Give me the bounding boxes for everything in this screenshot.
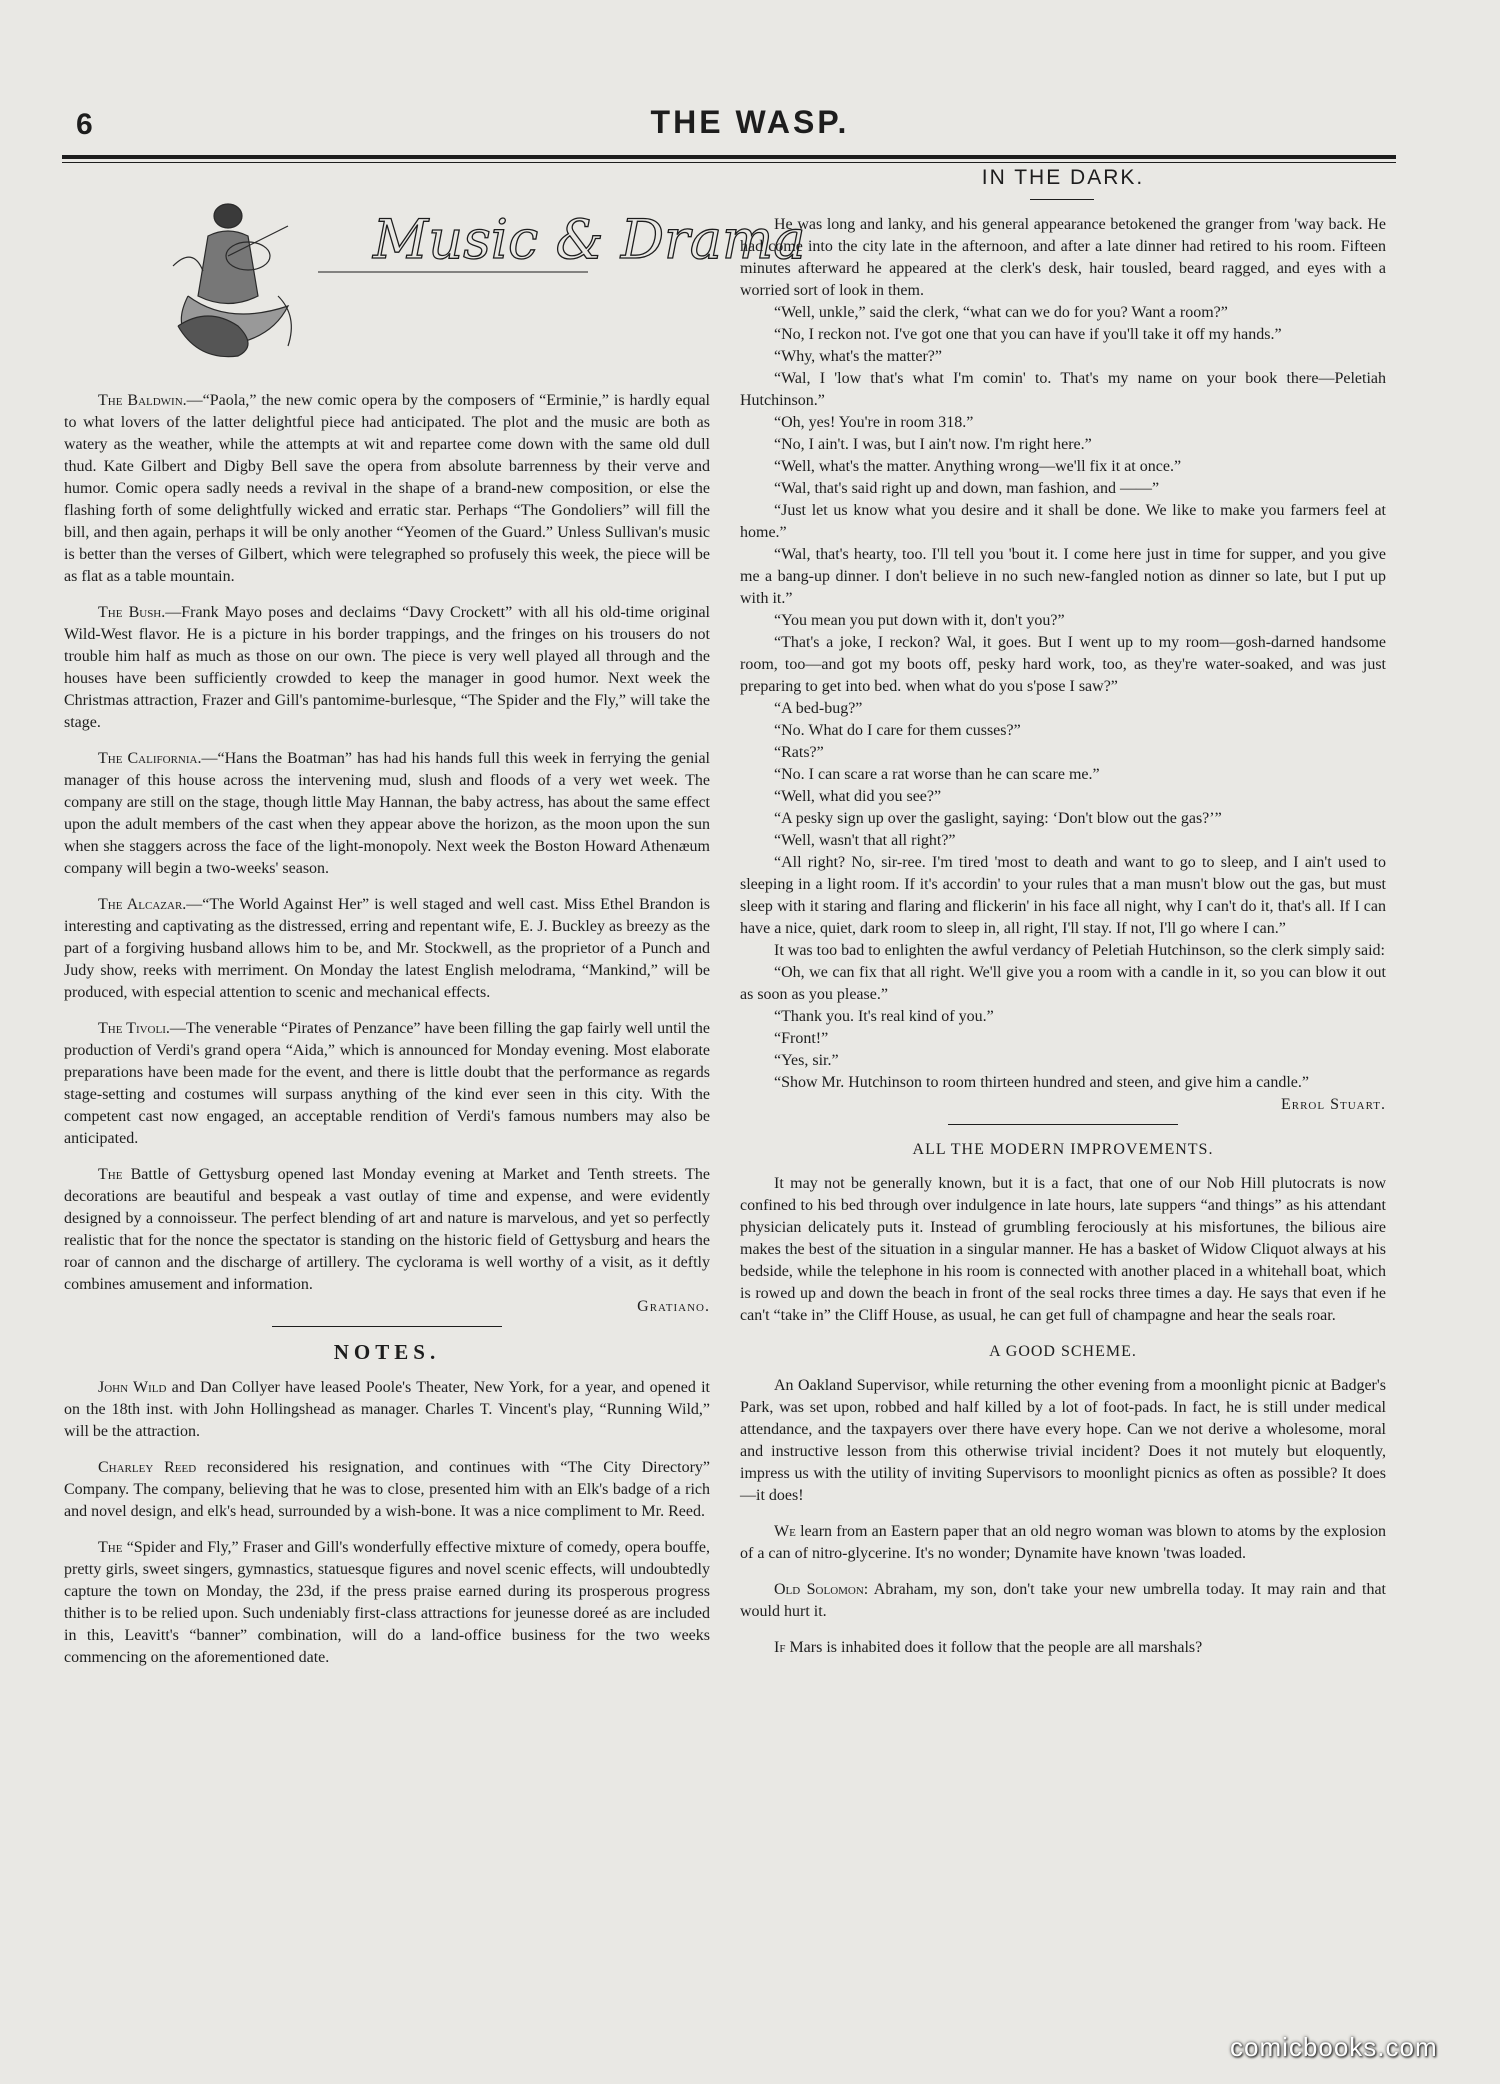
california-review: The California.—“Hans the Boatman” has had his hands full this week in ferrying the genial manager of this house across the intervening mud, slush and floods of a very wet week. The company are still on the stage, though little May Hannan, the baby actress, has about the same effect upon the adult members of the cast when they appear above the horizon, as the moon upon the sun when she staggers across the face of the light-monopoly. Next week the Boston Howard Athenæum company will begin a two-weeks' season. xyxy=(64,750,710,877)
good-scheme-text: An Oakland Supervisor, while returning the other evening from a moonlight picnic at Badger's Park, was set upon, robbed and half killed by a lot of foot-pads. In fact, he is still under medical attendance, and the taxpayers over there have every hope. Can we not derive a wholesome, moral and instructive lesson from this otherwise trivial incident? Does it not mutely but eloquently, impress us with the utility of inviting Supervisors to moonlight picnics as often as possible? It does—it does! xyxy=(740,1377,1386,1504)
story-paragraph: He was long and lanky, and his general appearance betokened the granger from 'way back. He had come into the city late in the afternoon, and after a late dinner had retired to his room. Fifteen minutes afterward he appeared at the clerk's desk, hair tousled, beard ragged, and eyes with a worried sort of look in them. xyxy=(740,216,1386,299)
story-paragraph: “Rats?” xyxy=(774,744,824,761)
story-paragraph: “No. What do I care for them cusses?” xyxy=(774,722,1021,739)
header-rule xyxy=(62,155,1396,159)
heading-rule xyxy=(1030,199,1094,200)
story-paragraph: “Wal, that's hearty, too. I'll tell you 'bout it. I come here just in time for supper, and you give me a bang-up dinner. I don't believe in no such new-fangled notion as dinner so late, but I put up with it.” xyxy=(740,546,1386,607)
solomon-item: Old Solomon: Abraham, my son, don't take your new umbrella today. It may rain and that would hurt it. xyxy=(740,1581,1387,1620)
story-paragraph: “Well, unkle,” said the clerk, “what can we do for you? Want a room?” xyxy=(774,304,1228,321)
gratiano-signature: Gratiano. xyxy=(637,1298,710,1315)
music-drama-banner-illustration xyxy=(168,176,806,366)
story-paragraph: “Just let us know what you desire and it shall be done. We like to make you farmers feel at home.” xyxy=(740,502,1386,541)
masthead-title: THE WASP. xyxy=(650,104,850,140)
good-scheme-heading: A GOOD SCHEME. xyxy=(989,1343,1137,1360)
in-the-dark-heading: IN THE DARK. xyxy=(981,166,1145,189)
story-paragraph: “Wal, that's said right up and down, man fashion, and ——” xyxy=(774,480,1160,497)
page-number: 6 xyxy=(76,108,93,141)
story-paragraph: “Front!” xyxy=(774,1030,829,1047)
alcazar-review: The Alcazar.—“The World Against Her” is well staged and well cast. Miss Ethel Brandon is interesting and captivating as the distressed, erring and repentant wife, E. J. Buckley as breezy as the part of a forgiving husband allows him to be, and Mr. Stockwell, as the proprietor of a Punch and Judy show, reeks with merriment. On Monday the latest English melodrama, “Mankind,” will be produced, with especial attention to scenic and mechanical effects. xyxy=(64,896,710,1001)
gettysburg-review: The Battle of Gettysburg opened last Monday evening at Market and Tenth streets. The decorations are beautiful and bespeak a vast outlay of time and expense, and were evidently designed by a connoisseur. The perfect blending of art and nature is marvelous, and yet so perfectly realistic that for the nonce the spectator is standing on the historic field of Gettysburg and hears the roar of cannon and the discharge of artillery. The cyclorama is well worthy of a visit, as it deftly combines amusement and information. xyxy=(64,1166,710,1293)
story-paragraph: “A pesky sign up over the gaslight, saying: ‘Don't blow out the gas?’” xyxy=(774,810,1222,827)
note-spider-and-fly: The “Spider and Fly,” Fraser and Gill's wonderfully effective mixture of comedy, opera bouffe, pretty girls, sweet singers, gymnastics, statuesque figures and novel scenic effects, will undoubtedly capture the town on Monday, the 23d, if the press praise earned during its prosperous progress thither is to be relied upon. Such undeniably first-class attractions for jeunesse doreé as are included in this, Leavitt's “banner” combination, will do a land-office business for the two weeks commencing on the aforementioned date. xyxy=(64,1539,710,1666)
divider xyxy=(272,1326,502,1327)
story-paragraph: “No, I reckon not. I've got one that you can have if you'll take it off my hands.” xyxy=(774,326,1282,343)
mars-item: If Mars is inhabited does it follow that the people are all marshals? xyxy=(774,1639,1203,1656)
notes-heading: NOTES. xyxy=(333,1340,441,1364)
right-column xyxy=(740,214,1386,1673)
story-paragraph: “No. I can scare a rat worse than he can scare me.” xyxy=(774,766,1100,783)
story-paragraph: It was too bad to enlighten the awful verdancy of Peletiah Hutchinson, so the clerk simply said: xyxy=(774,942,1385,959)
illustration-sketch-icon xyxy=(173,204,291,357)
story-paragraph: “All right? No, sir-ree. I'm tired 'most to death and want to go to sleep, and I ain't used to sleeping in a light room. If it's accordin' to your rules that a man musn't blow out the gas, but must sleep with it staring and flaring and flickerin' in his face all night, why I can't do it, that's all. If I can have a nice, quiet, dark room to sleep in, all right, I'll stay. If not, I'll go where I can.” xyxy=(740,854,1386,937)
story-paragraph: “Oh, yes! You're in room 318.” xyxy=(774,414,974,431)
baldwin-review: The Baldwin.—“Paola,” the new comic opera by the composers of “Erminie,” is hardly equal to what lovers of the latter delightful piece had anticipated. The plot and the music are both as watery as the weather, while the attempts at wit and repartee come down with the same old dull thud. Kate Gilbert and Digby Bell save the opera from absolute barrenness by their verve and humor. Comic opera sadly needs a revival in the shape of a brand-new composition, or else the flashing forth of some delightfully wicked and erratic star. Perhaps “The Gondoliers” will fill the bill, and then again, perhaps it will be only another “Yeomen of the Guard.” Unless Sullivan's music is better than the verses of Gilbert, which were telegraphed so profusely this week, the piece will be as flat as a table mountain. xyxy=(64,392,710,585)
story-paragraph: “You mean you put down with it, don't you?” xyxy=(774,612,1065,629)
story-paragraph: “Thank you. It's real kind of you.” xyxy=(774,1008,994,1025)
story-paragraph: “Show Mr. Hutchinson to room thirteen hundred and steen, and give him a candle.” xyxy=(774,1074,1309,1091)
dynamite-item: We learn from an Eastern paper that an old negro woman was blown to atoms by the explosion of a can of nitro-glycerine. It's no wonder; Dynamite have known 'twas loaded. xyxy=(740,1523,1386,1562)
story-paragraph: “Well, what did you see?” xyxy=(774,788,942,805)
note-john-wild: John Wild and Dan Collyer have leased Poole's Theater, New York, for a year, and opened it on the 18th inst. with John Hollingshead as manager. Charles T. Vincent's play, “Running Wild,” will be the attraction. xyxy=(64,1379,710,1440)
errol-stuart-signature: Errol Stuart. xyxy=(1280,1096,1386,1113)
story-paragraph: “Wal, I 'low that's what I'm comin' to. That's my name on your book there—Peletiah Hutchinson.” xyxy=(740,370,1386,409)
story-paragraph: “Yes, sir.” xyxy=(774,1052,839,1069)
story-paragraph: “That's a joke, I reckon? Wal, it goes. But I went up to my room—gosh-darned handsome room, too—and got my boots off, pesky hard work, too, as they're water-soaked, and was just preparing to get into bed. when what do you s'pose I saw?” xyxy=(740,634,1386,695)
watermark: comicbooks.com xyxy=(1230,2032,1438,2062)
story-paragraph: “A bed-bug?” xyxy=(774,700,863,717)
tivoli-review: The Tivoli.—The venerable “Pirates of Penzance” have been filling the gap fairly well until the production of Verdi's grand opera “Aida,” which is announced for Monday evening. Most elaborate preparations have been made for the event, and there is little doubt that the performance as regards stage-setting and costumes will surpass anything of the kind ever seen in this city. With the competent cast now engaged, an acceptable rendition of Verdi's famous numbers may also be anticipated. xyxy=(64,1020,711,1147)
story-paragraph: “Well, wasn't that all right?” xyxy=(774,832,956,849)
modern-improvements-heading: ALL THE MODERN IMPROVEMENTS. xyxy=(912,1141,1214,1158)
story-paragraph: “Well, what's the matter. Anything wrong—we'll fix it at once.” xyxy=(774,458,1182,475)
story-paragraph: “Why, what's the matter?” xyxy=(774,348,942,365)
bush-review: The Bush.—Frank Mayo poses and declaims “Davy Crockett” with all his old-time original Wild-West flavor. He is a picture in his border trappings, and the fringes on his trousers do not trouble him half as much as those on our own. The piece is very well played all through and the houses have been sufficiently crowded to keep the manager in good humor. Next week the Christmas attraction, Frazer and Gill's pantomime-burlesque, “The Spider and the Fly,” will take the stage. xyxy=(64,604,711,731)
left-column xyxy=(64,390,710,1683)
music-drama-banner-title: Music & Drama xyxy=(373,208,806,271)
story-paragraph: “No, I ain't. I was, but I ain't now. I'm right here.” xyxy=(774,436,1092,453)
note-charley-reed: Charley Reed reconsidered his resignation, and continues with “The City Directory” Company. The company, believing that he was to close, presented him with an Elk's badge of a rich and novel design, and elk's head, surrounded by a wish-bone. It was a nice compliment to Mr. Reed. xyxy=(64,1459,710,1520)
modern-improvements-text: It may not be generally known, but it is a fact, that one of our Nob Hill plutocrats is now confined to his bed through over indulgence in late hours, late suppers “and things” as his attendant physician delicately puts it. Instead of grumbling ferociously at his misfortunes, the bilious aire makes the best of the situation in a singular manner. He has a basket of Widow Cliquot always at his bedside, while the telephone in his room is connected with another placed in a whitehall boat, which is rowed up and down the beach in front of the seal rocks three times a day. He says that even if he can't “take in” the Cliff House, as usual, he can get full of champagne and hear the seals roar. xyxy=(740,1175,1386,1324)
header-rule-thin xyxy=(62,162,1396,163)
divider xyxy=(948,1124,1178,1125)
story-paragraph: “Oh, we can fix that all right. We'll give you a room with a candle in it, so you can blow it out as soon as you please.” xyxy=(740,964,1386,1003)
